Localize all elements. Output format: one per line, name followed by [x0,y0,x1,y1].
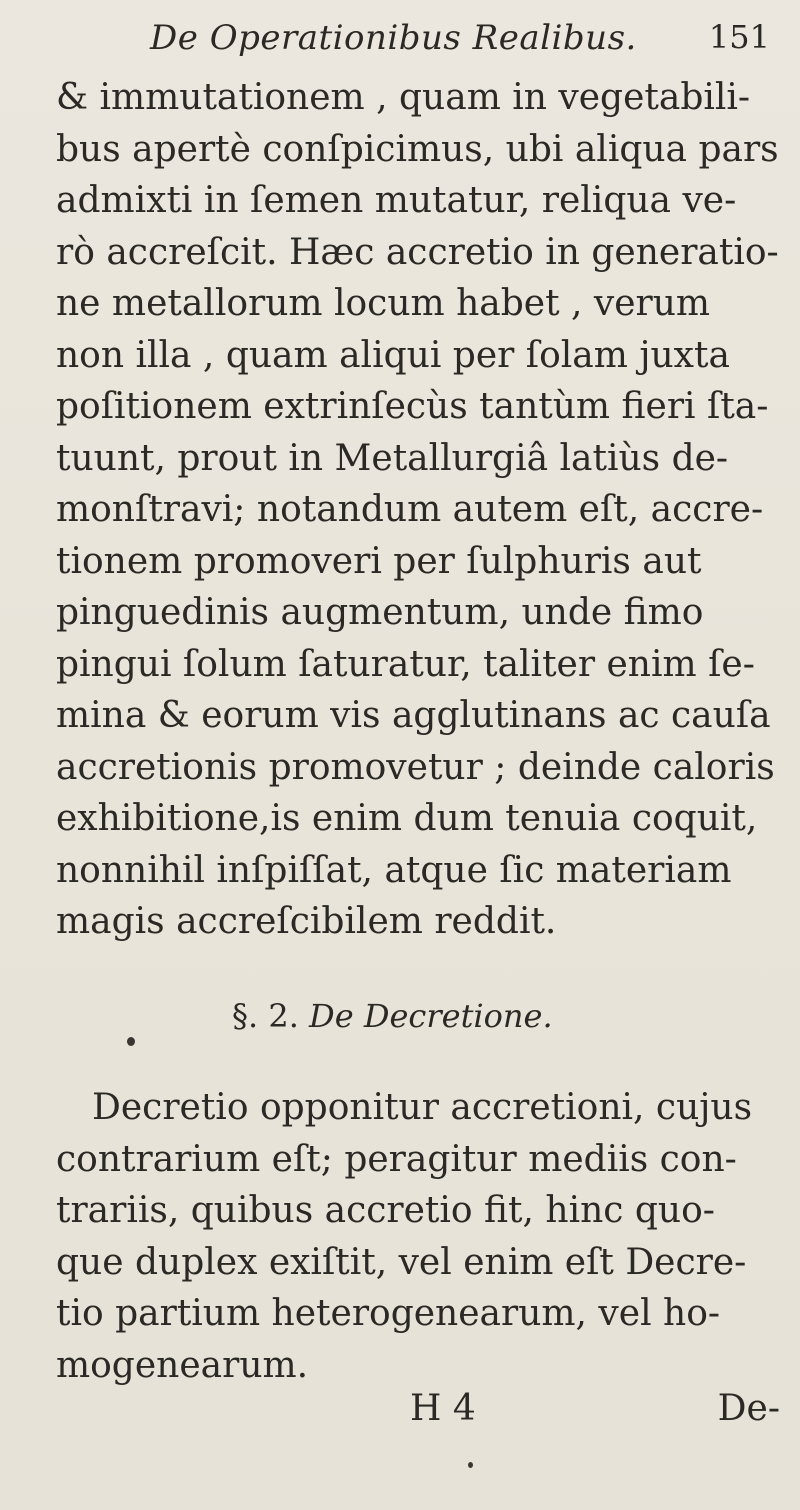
text-line: Decretio opponitur accretioni, cujus [92,1087,753,1128]
signature-mark: H 4 [410,1388,476,1429]
text-line: poſitionem extrinſecùs tantùm fieri ſta- [56,386,769,427]
text-line: rò accreſcit. Hæc accretio in generatio- [56,231,779,273]
text-line: tio partium heterogenearum, vel ho- [56,1293,721,1334]
text-line: mogenearum. [56,1344,309,1386]
text-line: mina & eorum vis agglutinans ac cauſa [56,695,771,736]
text-line: & immutationem , quam in vegetabili- [56,77,751,118]
paragraph-decretion [56,1082,776,1391]
text-line: nonnihil inſpiſſat, atque ſic materiam [56,849,732,891]
text-line: bus apertè conſpicimus, ubi aliqua pars [56,128,779,170]
text-line: admixti in ſemen mutatur, reliqua ve- [56,180,737,221]
catchword: De- [717,1388,780,1429]
text-line: tionem promoveri per ſulphuris aut [56,540,702,582]
text-line: magis accreſcibilem reddit. [56,901,557,942]
section-title: De Decretione. [309,997,553,1035]
text-line: trariis, quibus accretio fit, hinc quo- [56,1190,715,1231]
text-line: pingui ſolum ſaturatur, taliter enim ſe- [56,643,755,685]
section-number: §. 2. [232,997,299,1035]
section-heading [232,997,553,1035]
page-header [150,18,770,58]
text-line: ne metallorum locum habet , verum [56,283,711,324]
text-line: accretionis promovetur ; deinde caloris [56,746,775,788]
running-head: De Operationibus Realibus. [150,18,637,58]
text-line: que duplex exiſtit, vel enim eſt Decre- [56,1241,747,1283]
text-line: monſtravi; notandum autem eſt, accre- [56,489,764,530]
text-line: exhibitione,is enim dum tenuia coquit, [56,798,758,839]
paragraph-accretion [56,72,779,948]
text-line: tuunt, prout in Metallurgiâ latiùs de- [56,437,729,479]
page-number: 151 [708,18,770,56]
text-line: contrarium eſt; peragitur mediis con- [56,1138,737,1180]
ink-speck [127,1037,135,1046]
text-line: non illa , quam aliqui per ſolam juxta [56,334,730,376]
ink-speck [468,1462,473,1468]
page-footer [410,1388,780,1434]
text-line: pinguedinis augmentum, unde fimo [56,592,704,633]
